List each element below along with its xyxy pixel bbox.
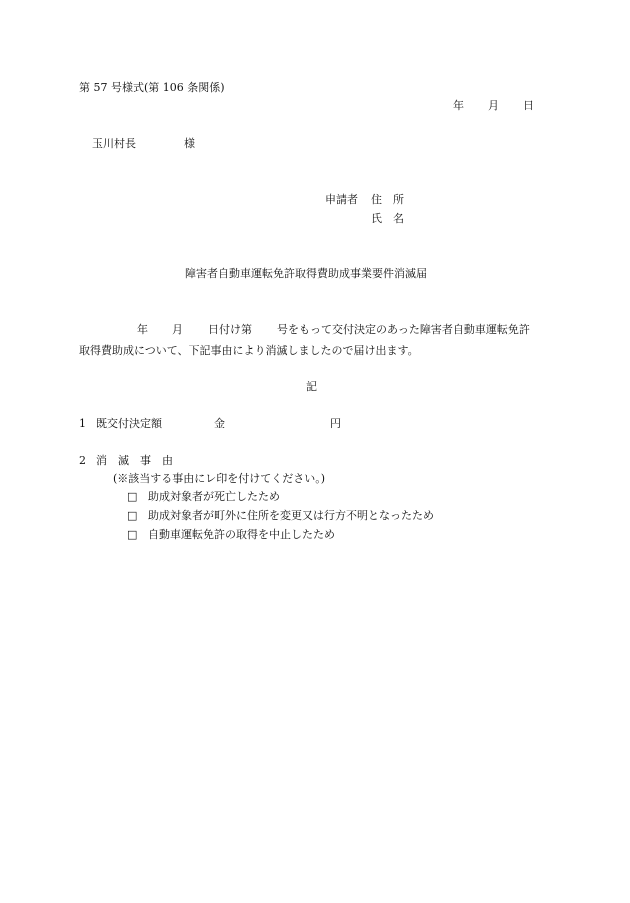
item1-label: 既交付決定額 [96, 417, 162, 430]
option-label: 助成対象者が死亡したため [148, 490, 280, 503]
item2-number: 2 [79, 454, 86, 467]
item2-label: 消 滅 事 由 [96, 454, 173, 467]
document-title: 障害者自動車運転免許取得費助成事業要件消滅届 [185, 267, 427, 280]
option-label: 自動車運転免許の取得を中止したため [148, 528, 335, 541]
addressee-name: 玉川村長 [92, 137, 136, 150]
item2-note: (※該当する事由にレ印を付けてください。) [113, 472, 326, 485]
applicant-label: 申請者 [325, 193, 358, 206]
body-day-issued: 日付け第 [208, 323, 252, 336]
item1-number: 1 [79, 417, 86, 430]
date-day-label: 日 [523, 99, 534, 112]
option-checkbox[interactable]: □ [127, 490, 138, 503]
body-month-label: 月 [172, 323, 183, 336]
item1-currency-prefix: 金 [214, 417, 225, 430]
applicant-address-label: 住 所 [371, 193, 404, 206]
item1-currency-suffix: 円 [330, 417, 341, 430]
option-label: 助成対象者が町外に住所を変更又は行方不明となったため [148, 509, 434, 522]
ki-mark: 記 [306, 380, 317, 393]
applicant-name-label: 氏 名 [371, 212, 404, 225]
option-checkbox[interactable]: □ [127, 509, 138, 522]
date-year-label: 年 [453, 99, 464, 112]
body-number-text: 号をもって交付決定のあった障害者自動車運転免許 [277, 323, 530, 336]
date-month-label: 月 [488, 99, 499, 112]
body-line2: 取得費助成について、下記事由により消滅しましたので届け出ます。 [79, 344, 419, 357]
addressee-honorific: 様 [184, 137, 195, 150]
form-number: 第 57 号様式(第 106 条関係) [79, 81, 225, 94]
body-year-label: 年 [137, 323, 148, 336]
option-checkbox[interactable]: □ [127, 528, 138, 541]
